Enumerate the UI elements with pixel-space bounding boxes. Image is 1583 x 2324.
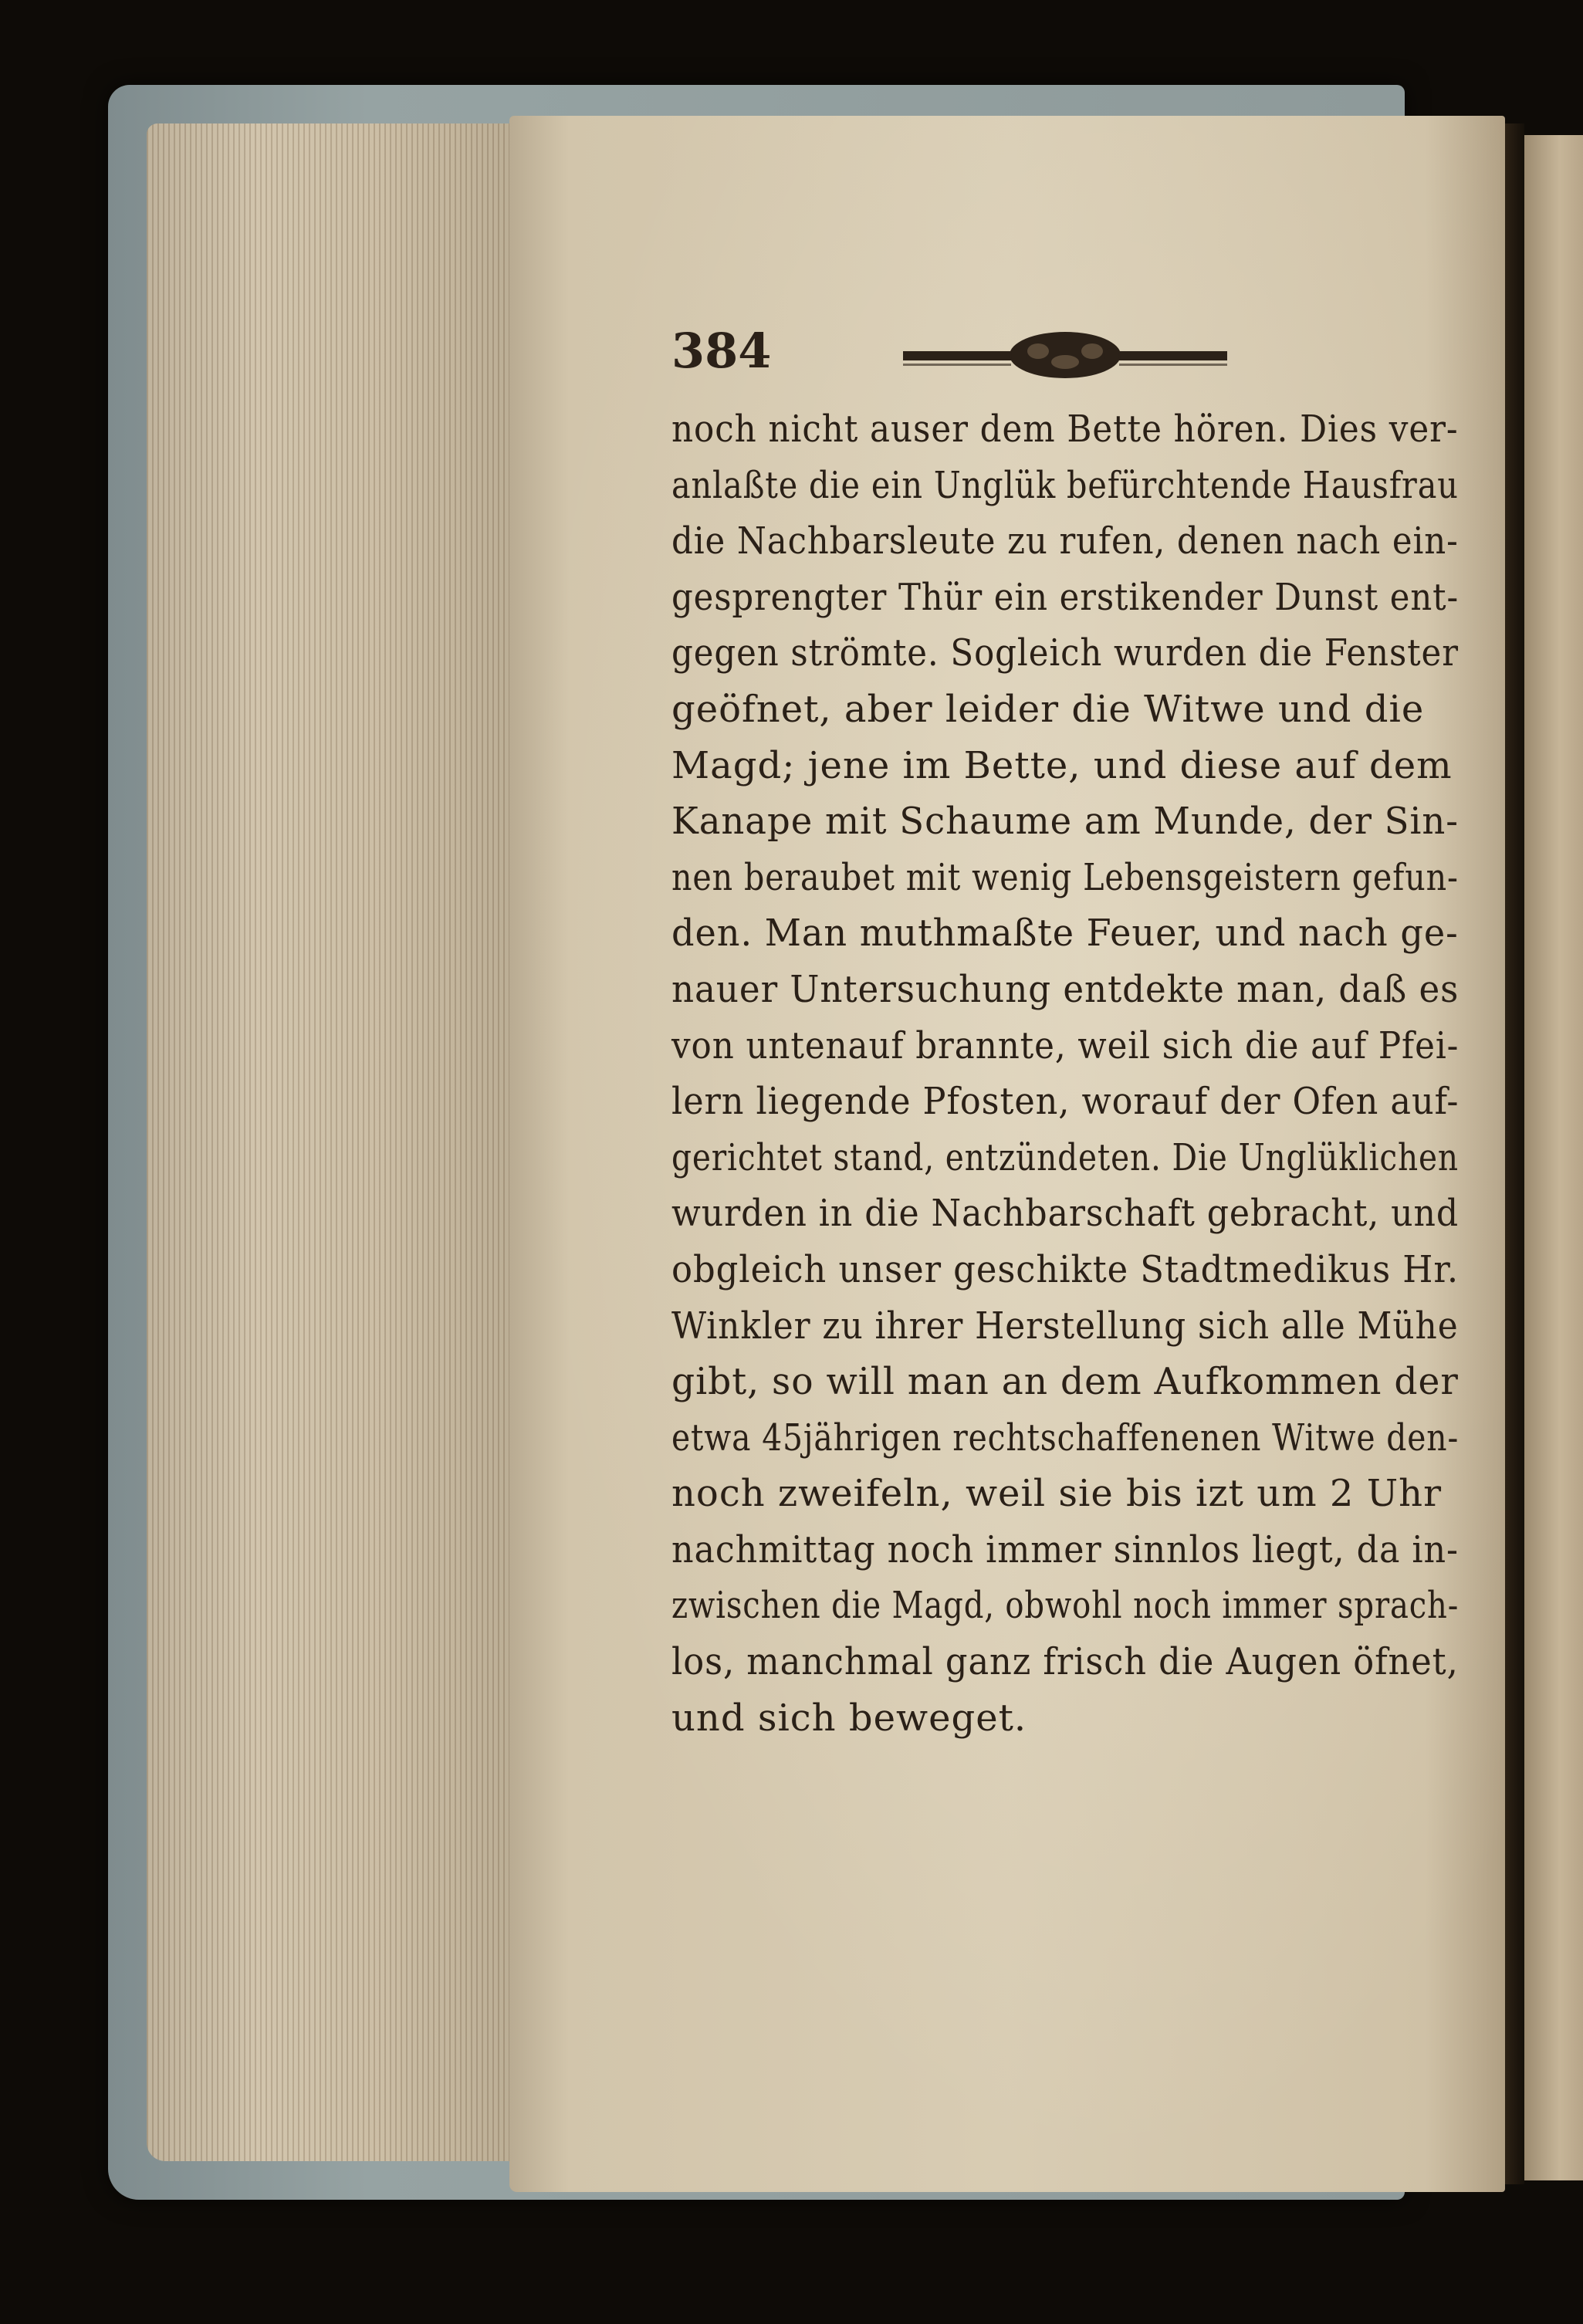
text-line: Winkler zu ihrer Herstellung sich alle Mühe — [671, 1304, 1459, 1348]
text-line: gerichtet stand, entzündeten. Die Unglüklichen — [671, 1135, 1459, 1179]
text-line: Kanape mit Schaume am Munde, der Sin- — [671, 800, 1459, 844]
text-line: die Nachbarsleute zu rufen, denen nach ein- — [671, 519, 1459, 563]
text-line: noch zweifeln, weil sie bis izt um 2 Uhr — [671, 1472, 1443, 1516]
facing-page-edge — [1524, 135, 1583, 2180]
text-line: etwa 45jährigen rechtschaffenenen Witwe den- — [671, 1416, 1460, 1460]
text-line: gibt, so will man an dem Aufkommen der — [671, 1360, 1459, 1404]
text-line: geöfnet, aber leider die Witwe und die — [671, 687, 1425, 731]
text-line: noch nicht auser dem Bette hören. Dies ver- — [671, 408, 1459, 451]
text-line: obgleich unser geschikte Stadtmedikus Hr. — [671, 1247, 1460, 1291]
text-line: wurden in die Nachbarschaft gebracht, und — [671, 1192, 1460, 1236]
book-page — [509, 116, 1505, 2192]
page-text — [671, 401, 1459, 1746]
text-line: nen beraubet mit wenig Lebensgeistern gefun- — [671, 855, 1459, 899]
text-line: und sich beweget. — [671, 1696, 1027, 1740]
text-line: nachmittag noch immer sinnlos liegt, da in- — [671, 1527, 1459, 1571]
text-line: lern liegende Pfosten, worauf der Ofen auf- — [671, 1080, 1460, 1124]
text-line: nauer Untersuchung entdekte man, daß es — [671, 967, 1460, 1011]
page-edges — [147, 123, 525, 2161]
text-line: von untenauf brannte, weil sich die auf Pfei- — [671, 1023, 1460, 1067]
text-line: gegen strömte. Sogleich wurden die Fenster — [671, 631, 1459, 675]
text-line: zwischen die Magd, obwohl noch immer sprach- — [671, 1584, 1460, 1628]
ornament-rule-icon — [903, 328, 1227, 382]
page-number: 384 — [671, 323, 772, 379]
text-line: anlaßte die ein Unglük befürchtende Hausfrau — [671, 463, 1459, 507]
text-line: los, manchmal ganz frisch die Augen öfnet, — [671, 1640, 1459, 1684]
text-line: den. Man muthmaßte Feuer, und nach ge- — [671, 912, 1459, 956]
page-header — [671, 305, 1436, 397]
text-line: gesprengter Thür ein erstikender Dunst ent- — [671, 575, 1460, 619]
text-line: Magd; jene im Bette, und diese auf dem — [671, 743, 1453, 787]
